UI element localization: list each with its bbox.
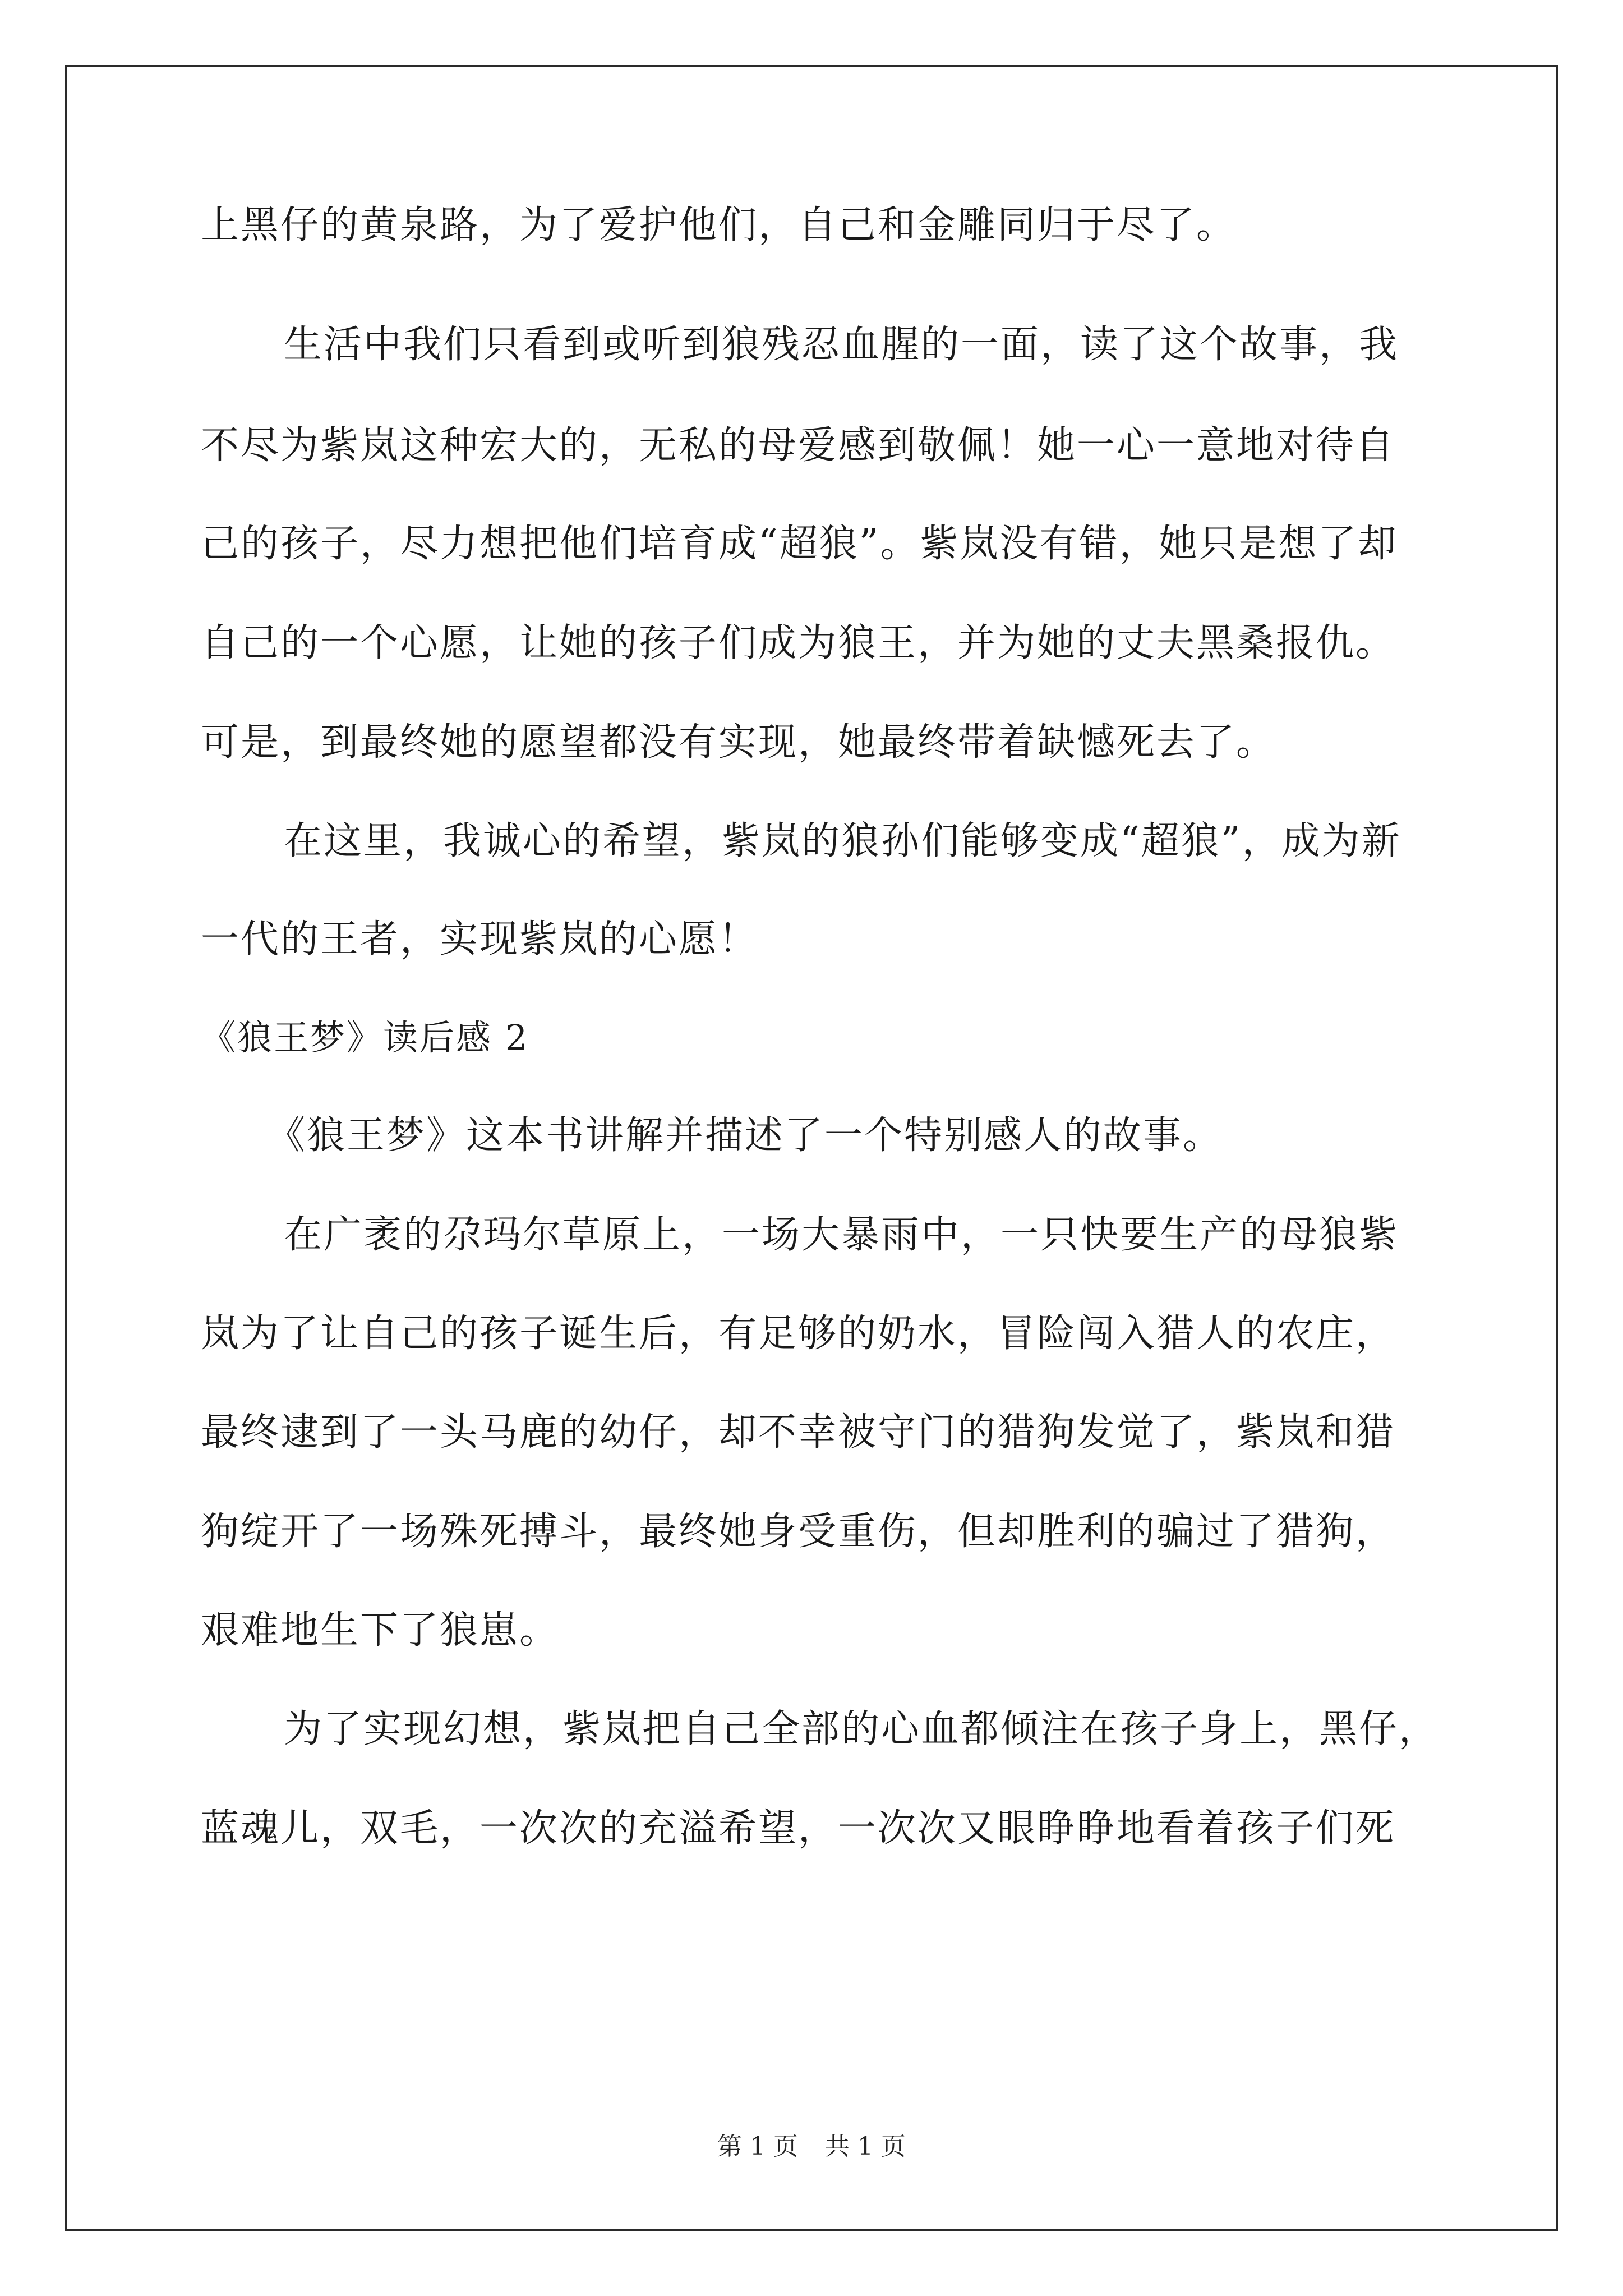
paragraph-start-line: 生活中我们只看到或听到狼残忍血腥的一面，读了这个故事，我 xyxy=(284,323,1399,367)
text-line: 一代的王者，实现紫岚的心愿！ xyxy=(201,917,759,961)
text-line: 己的孩子，尽力想把他们培育成“超狼”。紫岚没有错，她只是想了却 xyxy=(201,522,1398,566)
text-line: 自己的一个心愿，让她的孩子们成为狼王，并为她的丈夫黑桑报仇。 xyxy=(201,621,1396,665)
paragraph-start-line: 在这里，我诚心的希望，紫岚的狼孙们能够变成“超狼”，成为新 xyxy=(284,819,1401,863)
text-line: 可是，到最终她的愿望都没有实现，她最终带着缺憾死去了。 xyxy=(201,720,1276,765)
page-number: 第 1 页 xyxy=(717,2132,798,2161)
text-line: 不尽为紫岚这种宏大的，无私的母爱感到敬佩！她一心一意地对待自 xyxy=(201,424,1396,468)
paragraph-start-line: 《狼王梦》这本书讲解并描述了一个特别感人的故事。 xyxy=(267,1114,1223,1158)
page-footer xyxy=(0,2132,1623,2162)
paragraph-start-line: 为了实现幻想，紫岚把自己全部的心血都倾注在孩子身上，黑仔， xyxy=(284,1707,1439,1751)
page-total: 共 1 页 xyxy=(825,2132,906,2161)
text-line: 岚为了让自己的孩子诞生后，有足够的奶水，冒险闯入猎人的农庄， xyxy=(201,1312,1396,1356)
text-line: 最终逮到了一头马鹿的幼仔，却不幸被守门的猎狗发觉了，紫岚和猎 xyxy=(201,1410,1396,1455)
text-line: 上黑仔的黄泉路，为了爱护他们，自己和金雕同归于尽了。 xyxy=(201,203,1237,247)
section-heading: 《狼王梦》读后感 2 xyxy=(201,1017,529,1058)
text-line: 艰难地生下了狼崽。 xyxy=(201,1608,560,1653)
paragraph-start-line: 在广袤的尕玛尔草原上，一场大暴雨中，一只快要生产的母狼紫 xyxy=(284,1213,1399,1257)
text-line: 狗绽开了一场殊死搏斗，最终她身受重伤，但却胜利的骗过了猎狗， xyxy=(201,1510,1396,1554)
text-line: 蓝魂儿，双毛，一次次的充溢希望，一次次又眼睁睁地看着孩子们死 xyxy=(201,1806,1396,1851)
